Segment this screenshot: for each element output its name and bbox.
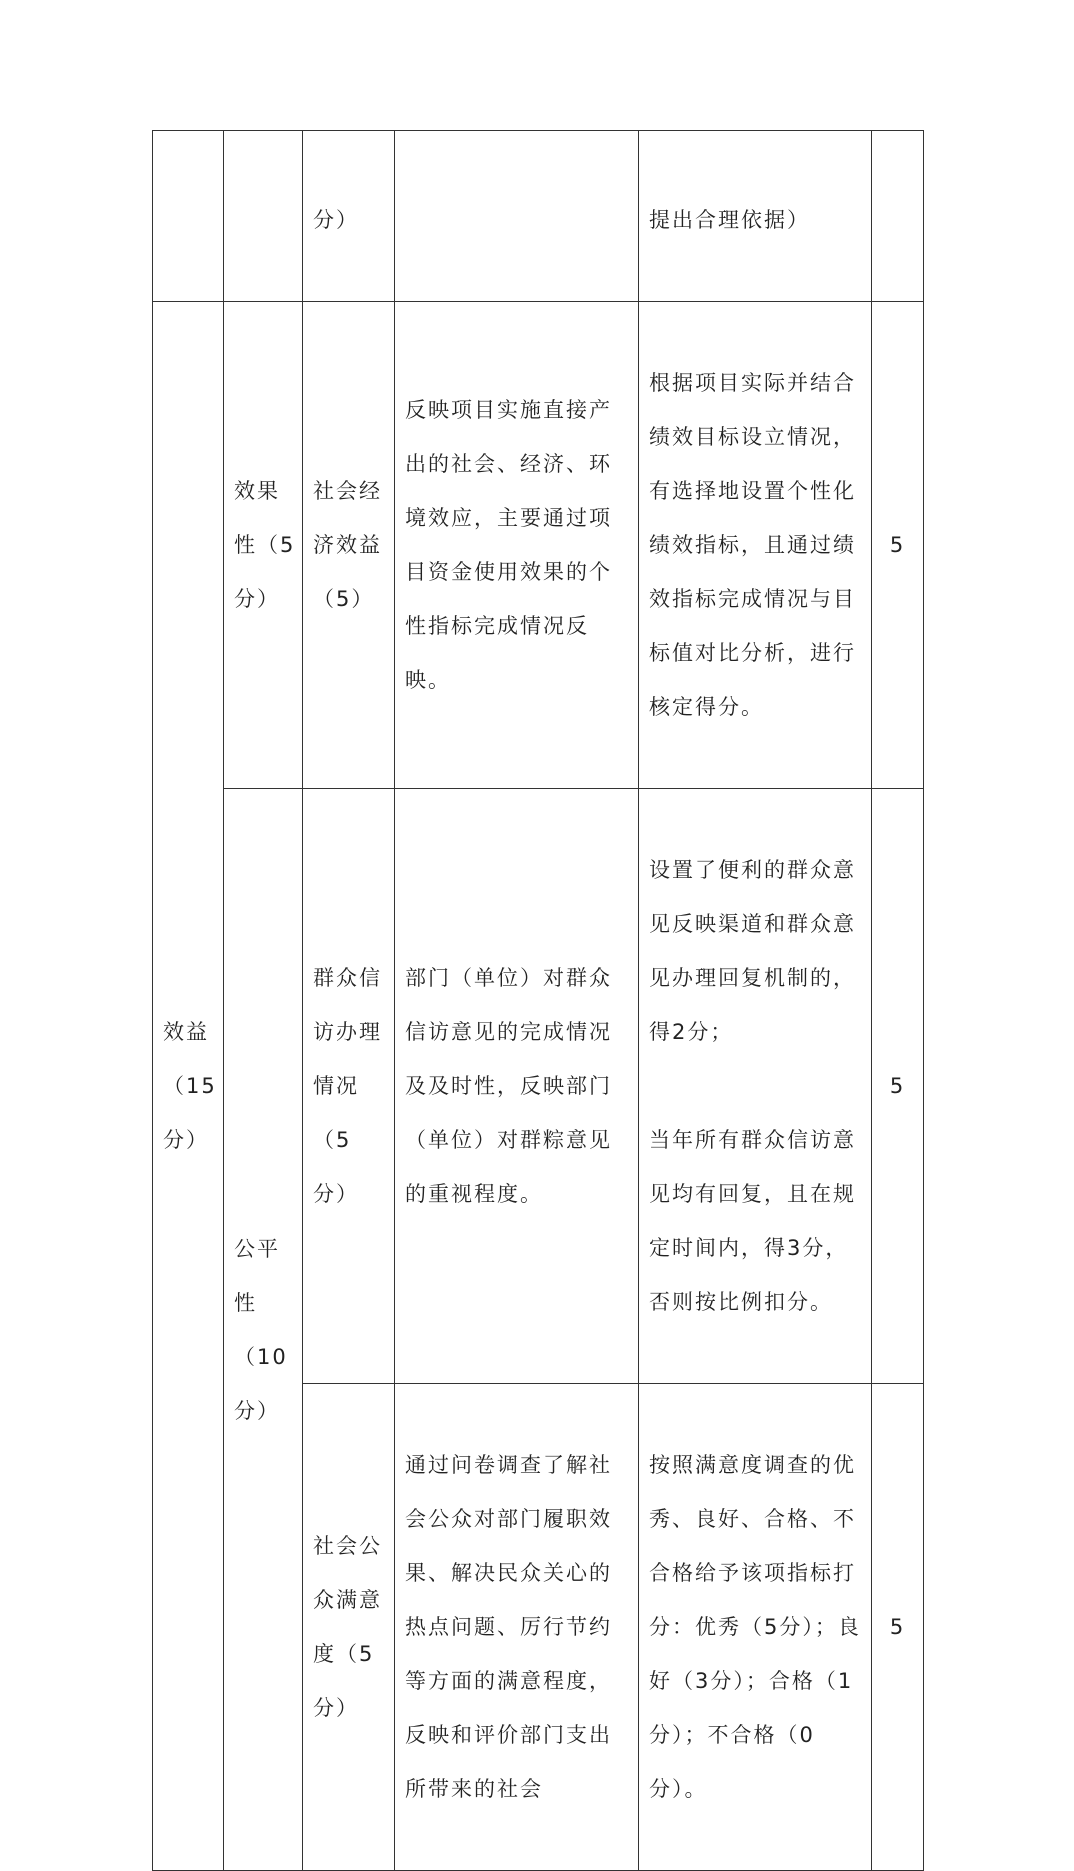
cell-score-empty xyxy=(872,131,924,302)
cell-criteria-continuation xyxy=(639,131,872,302)
performance-evaluation-table xyxy=(152,130,924,1871)
table-row-continuation xyxy=(153,131,924,302)
cell-level1-empty xyxy=(153,131,224,302)
effectiveness-level2-label: 效果 性（5 分） xyxy=(234,479,296,611)
effectiveness-score-value: 5 xyxy=(889,533,906,557)
petition-score-value: 5 xyxy=(889,1074,906,1098)
criteria-continuation-text: 提出合理依据） xyxy=(649,208,810,232)
effectiveness-criteria-text: 根据项目实际并结合绩效目标设立情况，有选择地设置个性化绩效指标，且通过绩效指标完成情况与目标值对比分析，进行核定得分。 xyxy=(649,371,856,719)
cell-level2-empty xyxy=(224,131,303,302)
cell-satisfaction-level3 xyxy=(303,1384,395,1871)
satisfaction-criteria-text: 按照满意度调查的优秀、良好、合格、不合格给予该项指标打分：优秀（5分）；良好（3分）；合格（1分）；不合格（0分）。 xyxy=(649,1453,861,1801)
cell-effectiveness-explanation xyxy=(395,302,639,789)
effectiveness-level3-label: 社会经 济效益 （5） xyxy=(313,479,382,611)
satisfaction-explanation-text: 通过问卷调查了解社会公众对部门履职效果、解决民众关心的热点问题、厉行节约等方面的满意程度，反映和评价部门支出所带来的社会 xyxy=(405,1453,612,1801)
petition-criteria-text-1: 设置了便利的群众意见反映渠道和群众意见办理回复机制的，得2分； xyxy=(649,858,856,1044)
cell-effectiveness-level2 xyxy=(224,302,303,789)
cell-effectiveness-score xyxy=(872,302,924,789)
petition-criteria-text-2: 当年所有群众信访意见均有回复，且在规定时间内，得3分，否则按比例扣分。 xyxy=(649,1128,856,1314)
cell-fairness-level2 xyxy=(224,789,303,1871)
cell-satisfaction-score xyxy=(872,1384,924,1871)
benefit-category-label: 效益 （15 分） xyxy=(163,1020,217,1152)
cell-petition-level3 xyxy=(303,789,395,1384)
cell-effectiveness-level3 xyxy=(303,302,395,789)
effectiveness-explanation-text: 反映项目实施直接产出的社会、经济、环境效应，主要通过项目资金使用效果的个性指标完成情况反映。 xyxy=(405,398,612,692)
table-row-effectiveness xyxy=(153,302,924,789)
cell-satisfaction-explanation xyxy=(395,1384,639,1871)
cell-petition-score xyxy=(872,789,924,1384)
table-row-petition xyxy=(153,789,924,1384)
satisfaction-level3-label: 社会公 众满意 度（5 分） xyxy=(313,1534,382,1720)
cell-effectiveness-criteria xyxy=(639,302,872,789)
cell-petition-criteria xyxy=(639,789,872,1384)
petition-level3-label: 群众信 访办理 情况（5 分） xyxy=(313,966,382,1206)
cell-benefit-category xyxy=(153,302,224,1871)
satisfaction-score-value: 5 xyxy=(889,1615,906,1639)
cell-level3-continuation xyxy=(303,131,395,302)
level3-continuation-text: 分） xyxy=(313,208,359,232)
cell-satisfaction-criteria xyxy=(639,1384,872,1871)
cell-explanation-empty xyxy=(395,131,639,302)
cell-petition-explanation xyxy=(395,789,639,1384)
fairness-level2-label: 公平 性 （10 分） xyxy=(234,1236,288,1423)
petition-explanation-text: 部门（单位）对群众信访意见的完成情况及及时性，反映部门（单位）对群粽意见的重视程度。 xyxy=(405,966,612,1206)
